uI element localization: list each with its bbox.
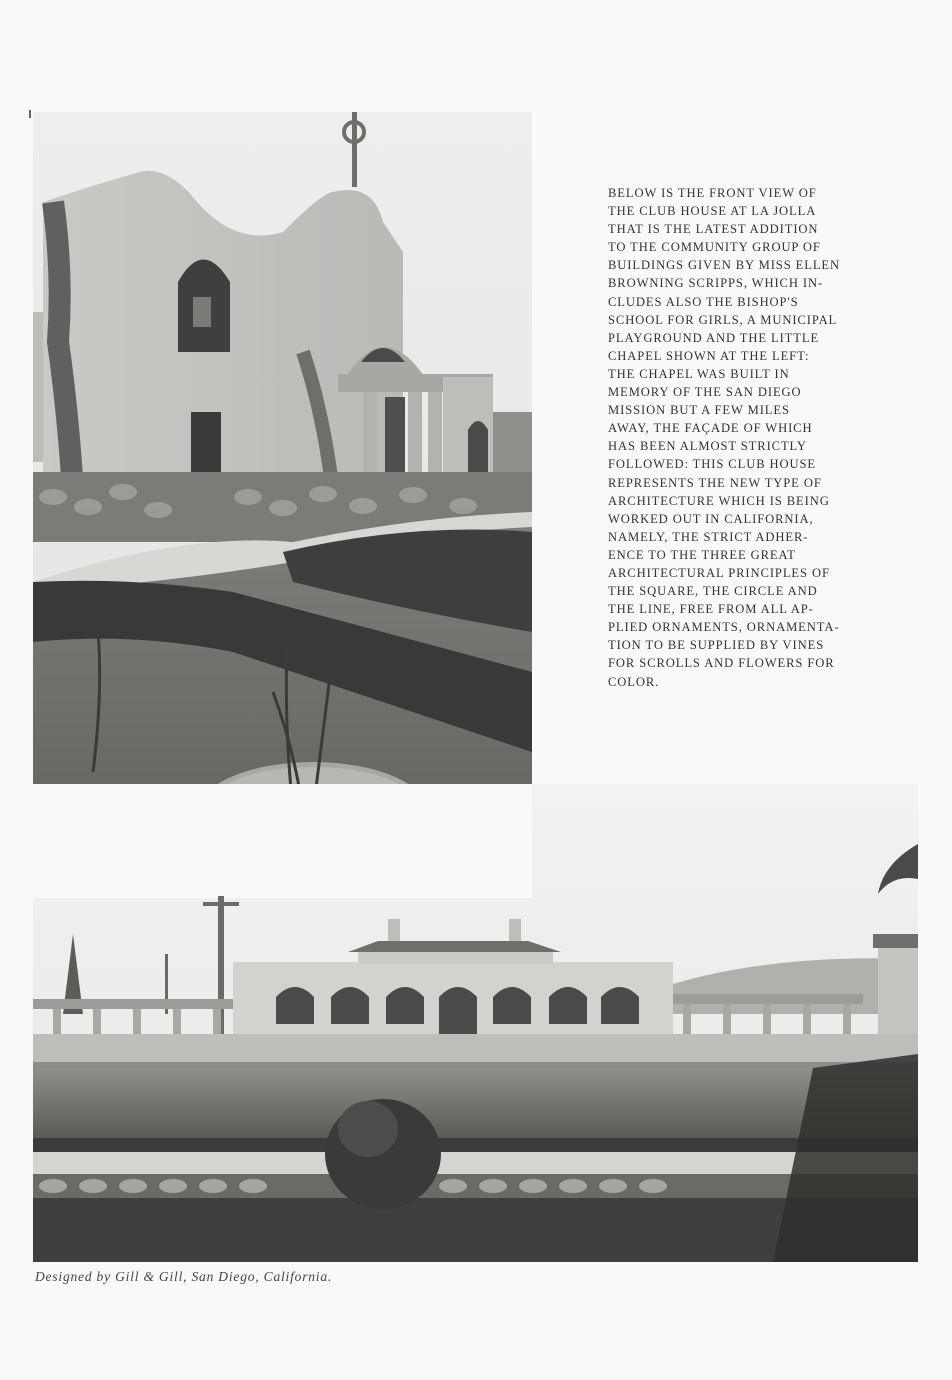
club-house-photograph	[33, 784, 918, 1262]
caption-text-block	[608, 184, 884, 691]
caption-line: TO THE COMMUNITY GROUP OF	[608, 240, 821, 255]
caption-line: THE SQUARE, THE CIRCLE AND	[608, 584, 818, 599]
caption-line: PLIED ORNAMENTS, ORNAMENTA-	[608, 620, 840, 635]
chapel-photograph	[33, 112, 532, 898]
caption-line: FOR SCROLLS AND FLOWERS FOR	[608, 656, 835, 671]
caption-line: NAMELY, THE STRICT ADHER-	[608, 529, 809, 544]
caption-line: HAS BEEN ALMOST STRICTLY	[608, 439, 807, 454]
caption-line: PLAYGROUND AND THE LITTLE	[608, 330, 820, 345]
caption-line: THAT IS THE LATEST ADDITION	[608, 222, 819, 237]
caption-line: REPRESENTS THE NEW TYPE OF	[608, 475, 822, 490]
caption-line: ARCHITECTURE WHICH IS BEING	[608, 493, 830, 508]
caption-line: THE LINE, FREE FROM ALL AP-	[608, 602, 814, 617]
caption-line: WORKED OUT IN CALIFORNIA,	[608, 511, 814, 526]
caption-line: ARCHITECTURAL PRINCIPLES OF	[608, 565, 830, 580]
caption-line: AWAY, THE FAÇADE OF WHICH	[608, 421, 813, 436]
caption-line: COLOR.	[608, 674, 660, 689]
caption-line: FOLLOWED: THIS CLUB HOUSE	[608, 457, 817, 472]
caption-line: CHAPEL SHOWN AT THE LEFT:	[608, 348, 810, 363]
caption-line: THE CHAPEL WAS BUILT IN	[608, 366, 790, 381]
caption-line: SCHOOL FOR GIRLS, A MUNICIPAL	[608, 312, 838, 327]
caption-line: TION TO BE SUPPLIED BY VINES	[608, 638, 825, 653]
caption-line: BELOW IS THE FRONT VIEW OF	[608, 186, 817, 200]
caption-line: MISSION BUT A FEW MILES	[608, 403, 790, 418]
caption-line: BROWNING SCRIPPS, WHICH IN-	[608, 276, 824, 291]
photo-credit: Designed by Gill & Gill, San Diego, California.	[35, 1269, 333, 1284]
page-tick-mark	[29, 110, 31, 118]
caption-line: ENCE TO THE THREE GREAT	[608, 547, 796, 562]
caption-line: BUILDINGS GIVEN BY MISS ELLEN	[608, 258, 841, 273]
caption-line: MEMORY OF THE SAN DIEGO	[608, 385, 802, 400]
caption-line: THE CLUB HOUSE AT LA JOLLA	[608, 204, 817, 219]
caption-line: CLUDES ALSO THE BISHOP'S	[608, 294, 799, 309]
